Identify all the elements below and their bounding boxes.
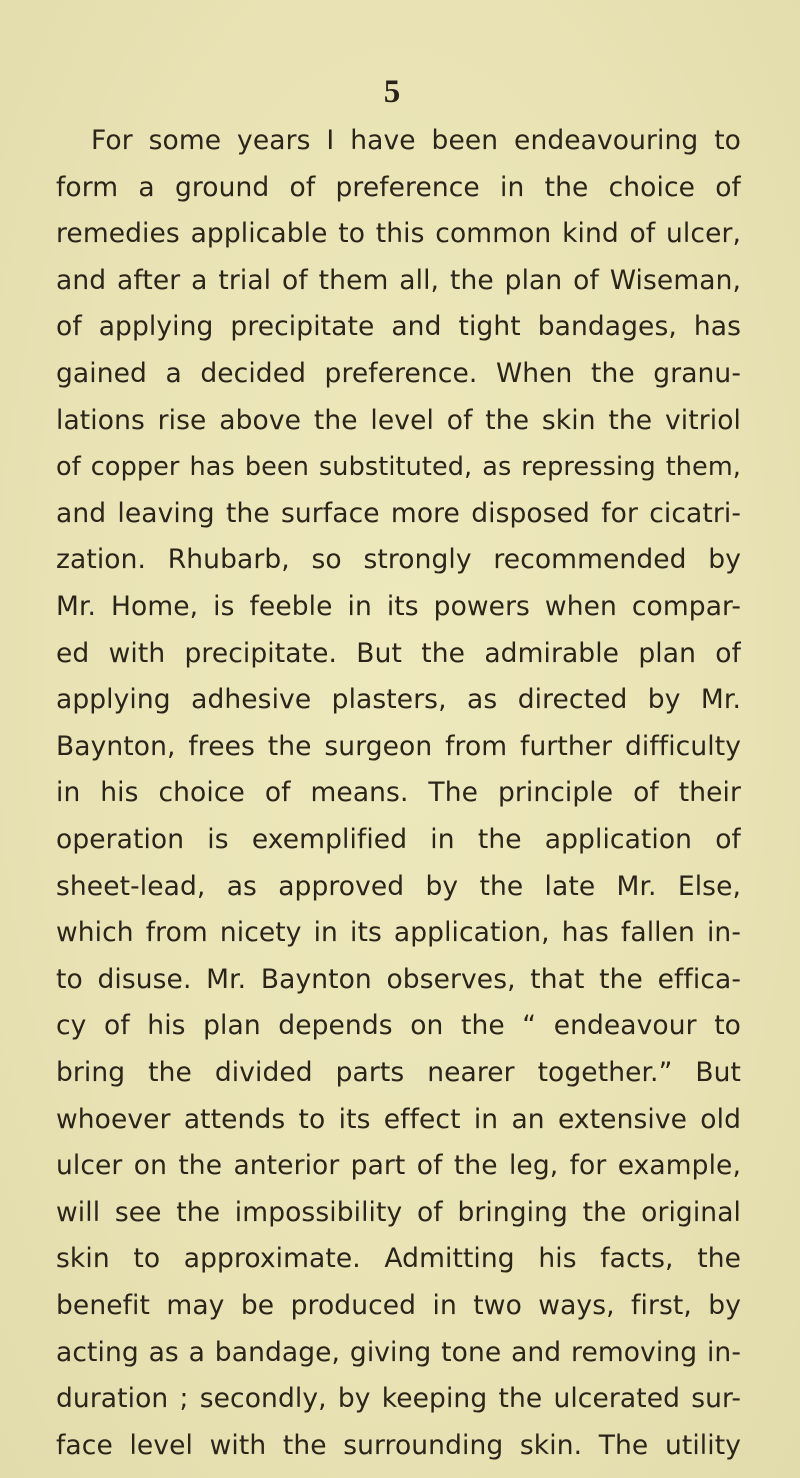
text-line: duration ; secondly, by keeping the ulcerated sur- [56,1383,741,1414]
text-line: of applying precipitate and tight bandages, has [56,311,741,342]
text-line: applying adhesive plasters, as directed by Mr. [56,684,741,715]
text-line: in his choice of means. The principle of their [56,777,741,808]
text-line: which from nicety in its application, has fallen in- [56,917,741,948]
text-line: zation. Rhubarb, so strongly recommended by [56,544,741,575]
text-line: Mr. Home, is feeble in its powers when compar- [56,591,741,622]
text-line: acting as a bandage, giving tone and removing in- [56,1337,741,1368]
page-number: 5 [383,74,401,110]
text-line: benefit may be produced in two ways, first, by [56,1290,741,1321]
text-line: sheet-lead, as approved by the late Mr. Else, [56,871,741,902]
text-line: Baynton, frees the surgeon from further difficulty [56,731,741,762]
text-line: remedies applicable to this common kind of ulcer, [56,218,741,249]
text-line: ed with precipitate. But the admirable plan of [56,638,741,669]
text-line: For some years I have been endeavouring to [91,125,741,156]
text-line: cy of his plan depends on the “ endeavour to [56,1010,741,1041]
text-line: will see the impossibility of bringing the original [56,1197,741,1228]
text-line: operation is exemplified in the application of [56,824,741,855]
text-line: and after a trial of them all, the plan of Wiseman, [56,265,741,296]
text-line: whoever attends to its effect in an extensive old [56,1104,741,1135]
text-line: of copper has been substituted, as repressing them, [56,452,741,482]
text-line: gained a decided preference. When the granu- [56,358,741,389]
text-line: face level with the surrounding skin. The utility [56,1430,741,1461]
text-line: to disuse. Mr. Baynton observes, that the effica- [56,964,741,995]
text-line: and leaving the surface more disposed for cicatri- [56,498,741,529]
text-line: form a ground of preference in the choice of [56,172,741,203]
text-line: bring the divided parts nearer together.” But [56,1057,741,1088]
text-line: ulcer on the anterior part of the leg, for example, [56,1150,741,1181]
text-line: skin to approximate. Admitting his facts, the [56,1243,741,1274]
text-line: lations rise above the level of the skin the vitriol [56,405,741,436]
